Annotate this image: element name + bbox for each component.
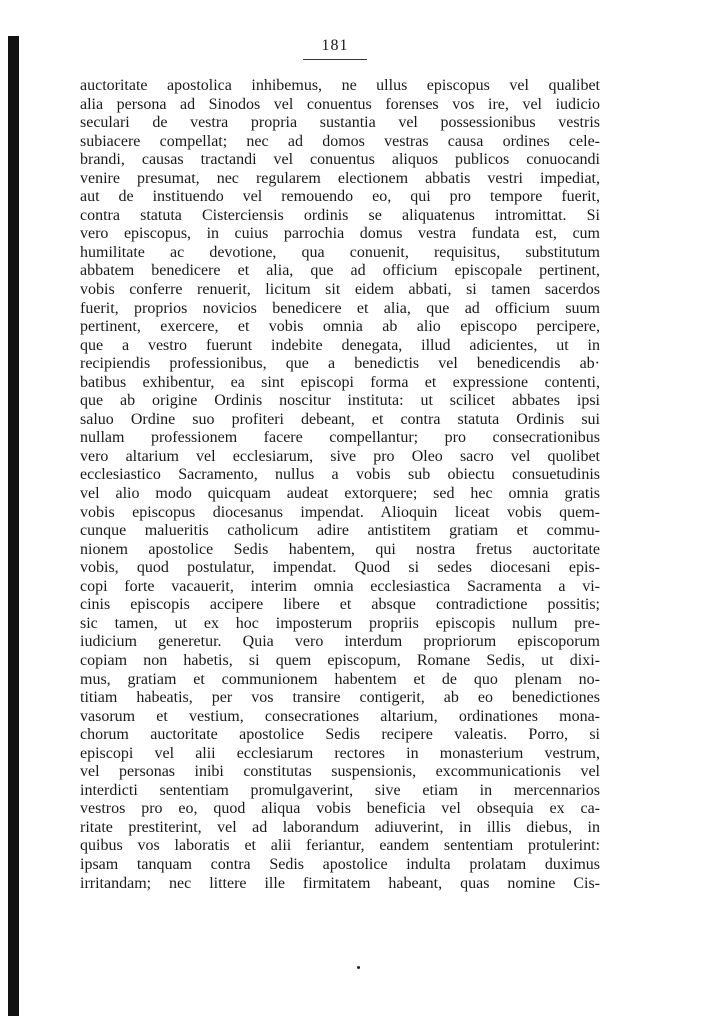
text-line: episcopi vel alii ecclesiarum rectores in monasterium vestrum, xyxy=(80,744,600,762)
text-line: ritate prestiterint, vel ad laborandum adiuverint, in illis diebus, in xyxy=(80,818,600,836)
text-line: humilitate ac devotione, qua conuenit, requisitus, substitutum xyxy=(80,243,600,261)
text-line: que ab origine Ordinis noscitur instituta: ut scilicet abbates ipsi xyxy=(80,392,600,410)
text-line: batibus exhibentur, ea sint episcopi forma et expressione contenti, xyxy=(80,373,600,391)
text-line: vobis conferre renuerit, licitum sit eidem abbati, si tamen sacerdos xyxy=(80,281,600,299)
text-line: titiam habeatis, per vos transire contigerit, ab eo benedictiones xyxy=(80,689,600,707)
text-line: contra statuta Cisterciensis ordinis se aliquatenus intromittat. Si xyxy=(80,206,600,224)
text-line: nullam professionem facere compellantur; pro consecrationibus xyxy=(80,429,600,447)
text-line: recipiendis professionibus, que a benedictis vel benedicendis ab· xyxy=(80,355,600,373)
text-line: saluo Ordine suo profiteri debeant, et contra statuta Ordinis sui xyxy=(80,410,600,428)
text-line: nionem apostolice Sedis habentem, qui nostra fretus auctoritate xyxy=(80,540,600,558)
text-line: cinis episcopis accipere libere et absque contradictione possitis; xyxy=(80,596,600,614)
text-line: chorum auctoritate apostolice Sedis recipere valeatis. Porro, si xyxy=(80,726,600,744)
text-line: vobis, quod postulatur, impendat. Quod si sedes diocesani epis- xyxy=(80,559,600,577)
text-line: vero altarium vel ecclesiarum, sive pro Oleo sacro vel quolibet xyxy=(80,447,600,465)
text-line: copi forte vacauerit, interim omnia ecclesiastica Sacramenta a vi- xyxy=(80,577,600,595)
text-line: auctoritate apostolica inhibemus, ne ullus episcopus vel qualibet xyxy=(80,77,600,94)
text-line: pertinent, exercere, et vobis omnia ab alio episcopo percipere, xyxy=(80,318,600,336)
text-line: vel personas inibi constitutas suspensionis, excommunicationis vel xyxy=(80,763,600,781)
text-line: vobis episcopus diocesanus impendat. Alioquin liceat vobis quem- xyxy=(80,503,600,521)
text-line: vestros pro eo, quod aliqua vobis beneficia vel obsequia ex ca- xyxy=(80,800,600,818)
text-line: vasorum et vestium, consecrationes altarium, ordinationes mona- xyxy=(80,707,600,725)
body-text xyxy=(80,77,600,893)
text-line: vel alio modo quicquam audeat extorquere; sed hec omnia gratis xyxy=(80,485,600,503)
page-number: 181 xyxy=(321,37,349,54)
text-line: fuerit, proprios novicios benedicere et alia, que ad officium suum xyxy=(80,299,600,317)
text-line: vero episcopus, in cuius parrochia domus vestra fundata est, cum xyxy=(80,225,600,243)
text-line: ipsam tanquam contra Sedis apostolice indulta prolatam duximus xyxy=(80,855,600,873)
text-line: seculari de vestra propria sustantia vel possessionibus vestris xyxy=(80,114,600,132)
text-line: copiam non habetis, si quem episcopum, Romane Sedis, ut dixi- xyxy=(80,651,600,669)
text-line: interdicti sententiam promulgaverint, sive etiam in mercennarios xyxy=(80,781,600,799)
text-line: aut de instituendo vel remouendo eo, qui pro tempore fuerit, xyxy=(80,188,600,206)
text-line: ecclesiastico Sacramento, nullus a vobis sub obiectu consuetudinis xyxy=(80,466,600,484)
page-number-rule xyxy=(303,59,367,60)
scan-binding-edge xyxy=(8,36,19,1016)
text-line: alia persona ad Sinodos vel conuentus forenses vos ire, vel iudicio xyxy=(80,95,600,113)
text-line: quibus vos laboratis et alii feriantur, eandem sententiam protulerint: xyxy=(80,837,600,855)
text-line: mus, gratiam et communionem habentem et de quo plenam no- xyxy=(80,670,600,688)
text-line: abbatem benedicere et alia, que ad officium episcopale pertinent, xyxy=(80,262,600,280)
print-dot xyxy=(357,966,360,969)
text-line: subiacere compellat; nec ad domos vestras causa ordines cele- xyxy=(80,132,600,150)
text-line: cunque malueritis catholicum adire antistitem gratiam et commu- xyxy=(80,522,600,540)
text-line: que a vestro fuerunt indebite denegata, illud adicientes, ut in xyxy=(80,336,600,354)
text-line: iudicium generetur. Quia vero interdum propriorum episcoporum xyxy=(80,633,600,651)
text-line: sic tamen, ut ex hoc imposterum propriis episcopis nullum pre- xyxy=(80,614,600,632)
text-line: venire presumat, nec regularem electionem abbatis vestri impediat, xyxy=(80,169,600,187)
text-line: brandi, causas tractandi vel conuentus aliquos publicos conuocandi xyxy=(80,151,600,169)
text-line: irritandam; nec littere ille firmitatem habeant, quas nomine Cis- xyxy=(80,874,600,892)
